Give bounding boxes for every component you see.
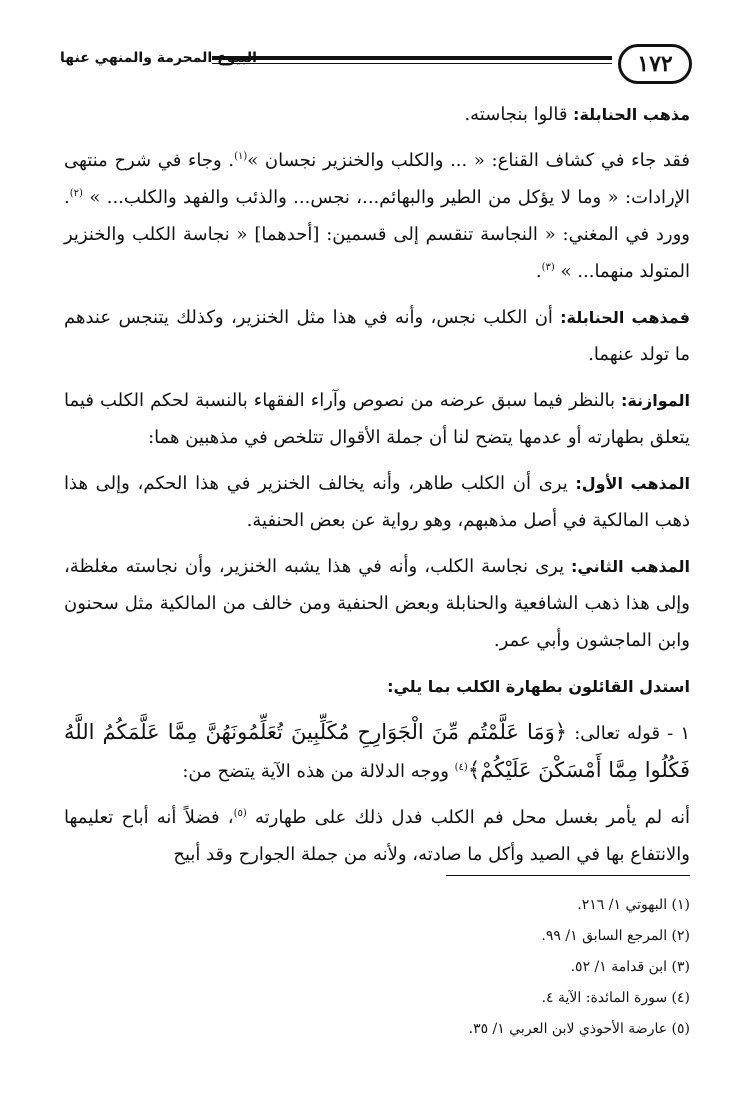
text-run: . وورد في المغني: « النجاسة تنقسم إلى قسمين: [أحدهما] « نجاسة الكلب والخنزير المتولد منهما... »	[64, 187, 690, 282]
header-rule	[212, 56, 612, 64]
text-run: .	[535, 261, 542, 282]
bold-heading: استدل القائلون بطهارة الكلب بما يلي:	[387, 677, 690, 696]
footnotes	[300, 890, 690, 1045]
bold-heading: المذهب الأول:	[567, 474, 690, 493]
paragraph	[64, 548, 690, 659]
bold-heading: المذهب الثاني:	[564, 557, 690, 576]
paragraph	[64, 142, 690, 290]
paragraph	[64, 382, 690, 456]
footnote: (١) البهوتي ١/ ٢١٦.	[577, 897, 690, 913]
bold-heading: الموازنة:	[615, 391, 690, 410]
page-number: ١٧٢	[618, 44, 692, 84]
paragraph	[64, 668, 690, 705]
text-run: ١ - قوله تعالى:	[567, 723, 690, 744]
quran-verse: ﴿وَمَا عَلَّمْتُم مِّنَ الْجَوَارِحِ مُكَلِّبِينَ تُعَلِّمُونَهُنَّ مِمَّا عَلَّمَكُمُ اللَّهُ فَكُلُوا مِمَّا أَمْسَكْنَ عَلَيْكُمْ﴾	[64, 720, 690, 782]
bold-heading: فمذهب الحنابلة:	[552, 308, 691, 327]
footnote-ref[interactable]: (٣)	[541, 262, 555, 273]
body-text	[64, 96, 690, 882]
text-run: ، فضلاً أنه أباح تعليمها والانتفاع بها في الصيد وأكل ما صادته، ولأنه من جملة الجوارح وقد أبيح	[64, 807, 690, 865]
footnote-ref[interactable]: (٥)	[233, 808, 247, 819]
paragraph	[64, 799, 690, 873]
text-run: قالوا بنجاسته.	[464, 104, 568, 125]
footnote: (٢) المرجع السابق ١/ ٩٩.	[541, 928, 690, 944]
page-header	[60, 44, 692, 88]
footnote-ref[interactable]: (٢)	[69, 188, 83, 199]
text-run: أن الكلب نجس، وأنه في هذا مثل الخنزير، وكذلك يتنجس عندهم ما تولد عنهما.	[64, 307, 690, 365]
paragraph	[64, 96, 690, 133]
text-run: ووجه الدلالة من هذه الآية يتضح من:	[182, 761, 455, 782]
paragraph	[64, 299, 690, 373]
footnote-ref[interactable]: (٤)	[454, 762, 468, 773]
text-run: . وجاء في شرح منتهى الإرادات: « وما لا يؤكل من الطير والبهائم...، نجس... والذئب والفهد والكلب... »	[64, 150, 690, 208]
footnote: (٣) ابن قدامة ١/ ٥٢.	[570, 959, 690, 975]
paragraph	[64, 465, 690, 539]
footnote: (٤) سورة المائدة: الآية ٤.	[541, 990, 690, 1006]
text-run: يرى نجاسة الكلب، وأنه في هذا يشبه الخنزير، وأن نجاسته مغلظة، وإلى هذا ذهب الشافعية والحنابلة وبعض الحنفية ومن خالف من المالكية مثل سحنون وابن الماجشون وأبي عمر.	[64, 556, 690, 651]
footnote-ref[interactable]: (١)	[234, 151, 248, 162]
bold-heading: مذهب الحنابلة:	[567, 105, 690, 124]
paragraph	[64, 714, 690, 790]
text-run: بالنظر فيما سبق عرضه من نصوص وآراء الفقهاء بالنسبة لحكم الكلب فيما يتعلق بطهارته أو عدمها يتضح لنا أن جملة الأقوال تتلخص في مذهبين هما:	[64, 390, 690, 448]
text-run: أنه لم يأمر بغسل محل فم الكلب فدل ذلك على طهارته	[246, 807, 690, 828]
running-title: البيوع المحرمة والمنهي عنها	[60, 50, 257, 66]
footnote: (٥) عارضة الأحوذي لابن العربي ١/ ٣٥.	[468, 1021, 690, 1037]
text-run: فقد جاء في كشاف القناع: « ... والكلب والخنزير نجسان »	[247, 150, 691, 171]
text-run: يرى أن الكلب طاهر، وأنه يخالف الخنزير في هذا الحكم، وإلى هذا ذهب المالكية في أصل مذهبهم، وهو رواية عن بعض الحنفية.	[64, 473, 690, 531]
footnote-separator	[446, 875, 690, 876]
